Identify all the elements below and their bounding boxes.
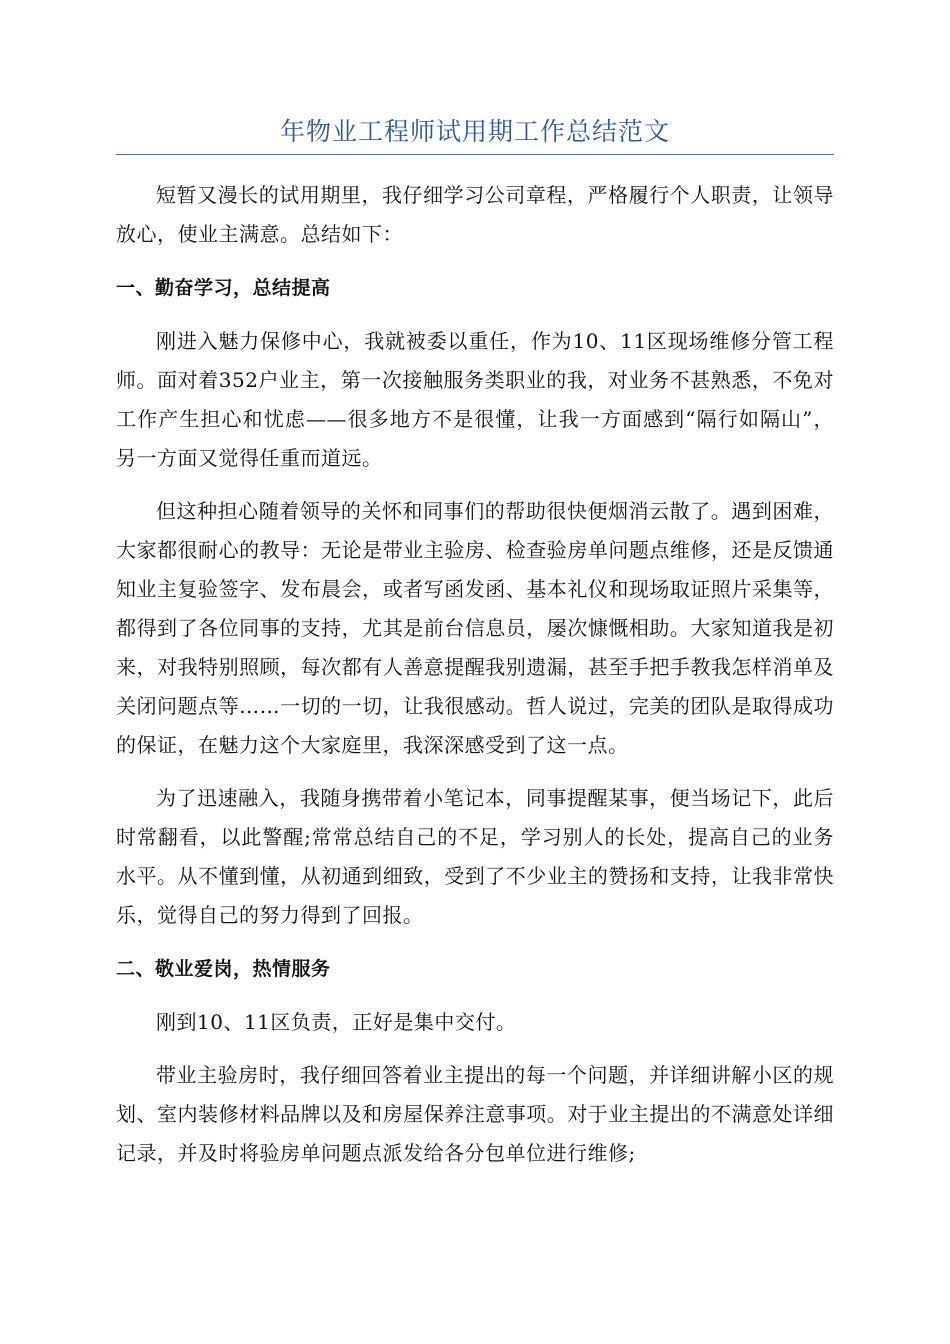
section-2-paragraph-1: 刚到10、11区负责，正好是集中交付。 bbox=[156, 1010, 517, 1034]
title-underline bbox=[116, 154, 834, 155]
section-1-paragraph-2: 但这种担心随着领导的关怀和同事们的帮助很快便烟消云散了。遇到困难，大家都很耐心的教导：无论是带业主验房、检查验房单问题点维修，还是反馈通知业主复验签字、发布晨会，或者写函发函、基本礼仪和现场取证照片采集等，都得到了各位同事的支持，尤其是前台信息员，屡次慷慨相助。大家知道我是初来，对我特别照顾，每次都有人善意提醒我别遗漏，甚至手把手教我怎样消单及关闭问题点等……一切的一切，让我很感动。哲人说过，完美的团队是取得成功的保证，在魅力这个大家庭里，我深深感受到了这一点。 bbox=[116, 499, 834, 757]
intro-paragraph: 短暂又漫长的试用期里，我仔细学习公司章程，严格履行个人职责，让领导放心，使业主满意。总结如下： bbox=[116, 183, 834, 246]
section-2-paragraph-2: 带业主验房时，我仔细回答着业主提出的每一个问题，并详细讲解小区的规划、室内装修材料品牌以及和房屋保养注意事项。对于业主提出的不满意处详细记录，并及时将验房单问题点派发给各分包单位进行维修; bbox=[116, 1063, 834, 1165]
section-2-heading: 二、敬业爱岗，热情服务 bbox=[116, 958, 331, 980]
section-1-heading: 一、勤奋学习，总结提高 bbox=[116, 277, 331, 299]
section-1-paragraph-3: 为了迅速融入，我随身携带着小笔记本，同事提醒某事，便当场记下，此后时常翻看，以此警醒;常常总结自己的不足，学习别人的长处，提高自己的业务水平。从不懂到懂，从初通到细致，受到了不少业主的赞扬和支持，让我非常快乐，觉得自己的努力得到了回报。 bbox=[116, 786, 834, 927]
section-1-paragraph-1: 刚进入魅力保修中心，我就被委以重任，作为10、11区现场维修分管工程师。面对着352户业主，第一次接触服务类职业的我，对业务不甚熟悉，不免对工作产生担心和忧虑——很多地方不是很懂，让我一方面感到“隔行如隔山”，另一方面又觉得任重而道远。 bbox=[116, 329, 834, 470]
document-body bbox=[116, 176, 834, 1187]
document-title: 年物业工程师试用期工作总结范文 bbox=[279, 117, 670, 146]
